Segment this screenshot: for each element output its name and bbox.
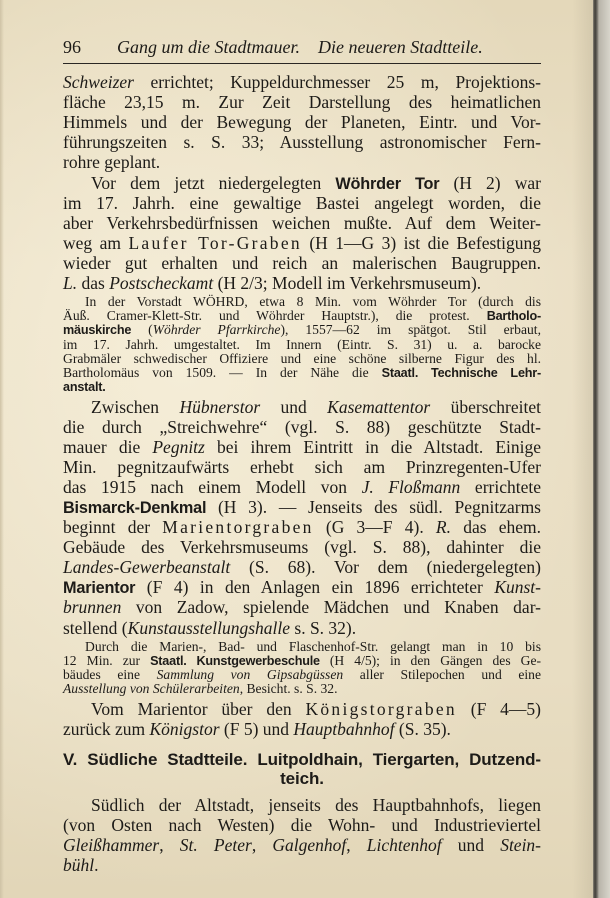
text-run: zurück zum — [63, 718, 150, 739]
text-line: aber Verkehrsbedürfnissen weichen mußte. Auf dem Weiter- — [63, 212, 541, 233]
italic-run: Hübnerstor — [179, 396, 261, 417]
text-run: , — [251, 834, 273, 855]
text-line: im 17. Jahrh. umgestaltet. Im Innern (Eintr. S. 31) u. a. barocke — [63, 336, 541, 352]
italic-run: Kunst- — [494, 577, 541, 598]
bold-run: Staatl. Technische Lehr- — [381, 366, 541, 381]
text-run: das ehem. — [450, 517, 541, 538]
text-line — [63, 668, 541, 682]
bold-run: Bismarck-Denkmal — [63, 498, 207, 517]
text-run: stellend ( — [63, 617, 128, 638]
text-line — [63, 173, 541, 193]
text-line — [63, 309, 541, 323]
book-binding-edge — [593, 0, 610, 898]
text-line — [63, 437, 541, 457]
text-line: In der Vorstadt WÖHRD, etwa 8 Min. vom Wöhrder Tor (durch dis — [85, 294, 541, 310]
text-line — [63, 577, 541, 597]
italic-run: Gleißhammer — [63, 834, 160, 855]
bold-run: anstalt. — [63, 380, 106, 395]
text-run: (S. 35). — [394, 718, 451, 739]
text-run: (F 4—5) — [456, 698, 541, 719]
running-title-section: Die neueren Stadtteile. — [318, 37, 483, 57]
text-line — [63, 855, 541, 875]
italic-run: Sammlung von Gipsabgüssen — [156, 667, 344, 683]
spaced-run: Königstorgraben — [305, 698, 457, 719]
text-line — [63, 72, 541, 92]
text-line — [63, 557, 541, 577]
italic-run: Landes-Gewerbeanstalt — [63, 557, 231, 578]
italic-run: Kunstausstellungshalle — [127, 617, 291, 638]
text-line: Himmels und der Bewegung der Planeten, Eintr. und Vor- — [63, 112, 541, 133]
text-line: V. Südliche Stadtteile. Luitpoldhain, Tiergarten, Dutzend- — [63, 749, 541, 769]
text-run: . — [94, 854, 99, 875]
italic-run: Lichtenhof — [366, 834, 442, 855]
text-run: (F 4) in den Anlagen ein 1896 errichteter — [135, 577, 495, 598]
italic-run: Kasemattentor — [327, 396, 431, 417]
text-run: (S. 68). Vor dem (niedergelegten) — [230, 557, 541, 578]
text-run: s. S. 32). — [290, 617, 357, 638]
text-line — [63, 323, 541, 337]
italic-run: Pegnitz — [152, 436, 205, 457]
text-line: die durch „Streichwehre“ (vgl. S. 88) geschützte Stadt- — [63, 416, 541, 437]
italic-run: R. — [435, 517, 451, 538]
paragraph-suedliche-stadtteile — [63, 795, 541, 875]
text-line: fläche 23,15 m. Zur Zeit Darstellung des heimatlichen — [63, 92, 541, 113]
text-run: 12 Min. zur — [63, 652, 151, 668]
paragraph-woehrder-tor — [63, 173, 541, 294]
text-line — [63, 597, 541, 617]
text-line: Südlich der Altstadt, jenseits des Hauptbahnhofs, liegen — [91, 794, 541, 815]
text-line: rohre geplant. — [63, 152, 161, 173]
text-line: (von Osten nach Westen) die Wohn- und Industrieviertel — [63, 814, 541, 835]
spaced-run: Marientorgraben — [162, 517, 314, 538]
text-line: Min. pegnitzaufwärts erhebt sich am Prinzregenten-Ufer — [63, 456, 541, 477]
italic-run: brunnen — [63, 597, 122, 618]
text-run: ( — [131, 322, 153, 338]
text-line — [63, 497, 541, 517]
italic-run: Galgenhof — [272, 834, 347, 855]
text-run: das — [77, 272, 110, 293]
bold-run: Wöhrder Tor — [335, 174, 440, 193]
italic-run: St. Peter — [179, 834, 252, 855]
text-run: bäudes eine — [63, 667, 157, 683]
spaced-run: Laufer Tor-Graben — [128, 232, 302, 253]
text-line: im 17. Jahrh. eine gewaltige Bastei angelegt worden, die — [63, 192, 541, 213]
running-title-chapter: Gang um die Stadtmauer. — [117, 37, 300, 57]
italic-run: Stein- — [500, 834, 542, 855]
header-rule — [63, 63, 541, 64]
text-run: das 1915 nach einem Modell von — [63, 476, 362, 497]
note-kunstgewerbeschule — [63, 640, 541, 697]
italic-run: J. Floßmann — [361, 476, 461, 497]
text-run: und — [260, 396, 328, 417]
bold-run: Staatl. Kunstgewerbeschule — [150, 653, 320, 668]
page-number: 96 — [63, 37, 81, 57]
text-line: führungszeiten s. S. 33; Ausstellung astronomischer Fern- — [63, 132, 541, 153]
italic-run: Wöhrder Pfarrkirche — [152, 322, 281, 338]
paragraph-pegnitz-marientor — [63, 397, 541, 638]
bold-run: Bartholo- — [486, 309, 541, 324]
italic-run: Hauptbahnhof — [293, 718, 395, 739]
text-run: ), 1557—62 im spätgot. Stil erbaut, — [280, 322, 541, 338]
text-run: Vom Marientor über den — [91, 698, 306, 719]
section-heading-v — [63, 750, 541, 789]
text-line — [63, 233, 541, 253]
text-line: Durch die Marien-, Bad- und Flaschenhof-Str. gelangt man in 10 bis — [85, 638, 541, 654]
text-run: (H 4/5); in den Gängen des Ge- — [319, 652, 542, 668]
text-run: Zwischen — [91, 396, 180, 417]
text-line — [63, 397, 541, 417]
text-run: mauer die — [63, 436, 153, 457]
text-run: beginnt der — [63, 517, 163, 538]
text-run: , — [346, 834, 367, 855]
text-run: aller Stilepochen und eine — [343, 667, 541, 683]
text-line — [63, 380, 541, 394]
text-run: bei ihrem Eintritt in die Altstadt. Einige — [204, 436, 541, 457]
text-run: (H 2/3; Modell im Verkehrsmuseum). — [213, 272, 482, 293]
text-line — [63, 366, 541, 380]
text-run: , Besicht. s. S. 32. — [239, 681, 338, 697]
text-line: Gebäude des Verkehrsmuseums (vgl. S. 88), dahinter die — [63, 537, 541, 558]
text-run: (H 2) war — [439, 172, 541, 193]
text-run: überschreitet — [430, 396, 541, 417]
page-edge-left — [0, 0, 4, 898]
text-line — [63, 618, 541, 638]
text-line — [63, 654, 541, 668]
italic-run: Postscheckamt — [109, 272, 214, 293]
text-line — [63, 682, 541, 696]
text-run: Vor dem jetzt niedergelegten — [91, 172, 336, 193]
text-run: weg am — [63, 232, 129, 253]
text-run: (H 1—G 3) ist die Befestigung — [301, 232, 541, 253]
text-line — [63, 719, 541, 739]
text-line: Grabmäler schwedischer Offiziere und eine schöne silberne Figur des hl. — [63, 350, 541, 366]
text-line — [63, 477, 541, 497]
text-run: Äuß. Cramer-Klett-Str. und Wöhrder Hauptstr.), die protest. — [63, 308, 487, 324]
text-run: errichtete — [460, 476, 541, 497]
text-line — [63, 517, 541, 537]
text-run: und — [441, 834, 501, 855]
bold-run: mäuskirche — [63, 323, 132, 338]
bold-run: Marientor — [63, 579, 136, 598]
text-line — [63, 273, 541, 293]
page-edge-shadow — [572, 0, 593, 898]
italic-run: Ausstellung von Schülerarbeiten — [63, 681, 240, 697]
text-run: (H 3). — Jenseits des südl. Pegnitzarms — [206, 496, 541, 517]
text-run: von Zadow, spielende Mädchen und Knaben dar- — [121, 597, 541, 618]
text-run: , — [159, 834, 180, 855]
italic-run: bühl — [63, 854, 95, 875]
text-run: (G 3—F 4). — [313, 517, 436, 538]
text-line: teich. — [280, 769, 324, 789]
text-line: wieder gut erhalten und reich an malerischen Baugruppen. — [63, 252, 541, 273]
note-vorstadt-woehrd — [63, 295, 541, 394]
paragraph-koenigstorgraben — [63, 699, 541, 739]
text-run: (F 5) und — [219, 718, 294, 739]
text-run: errichtet; Kuppeldurchmesser 25 m, Projektions- — [133, 72, 541, 92]
paragraph-planetarium-continued — [63, 72, 541, 172]
text-line — [63, 835, 541, 855]
text-line — [63, 699, 541, 719]
italic-run: Schweizer — [63, 72, 134, 92]
text-run: Bartholomäus von 1509. — In der Nähe die — [63, 365, 382, 381]
italic-run: L. — [63, 272, 78, 293]
italic-run: Königstor — [149, 718, 220, 739]
